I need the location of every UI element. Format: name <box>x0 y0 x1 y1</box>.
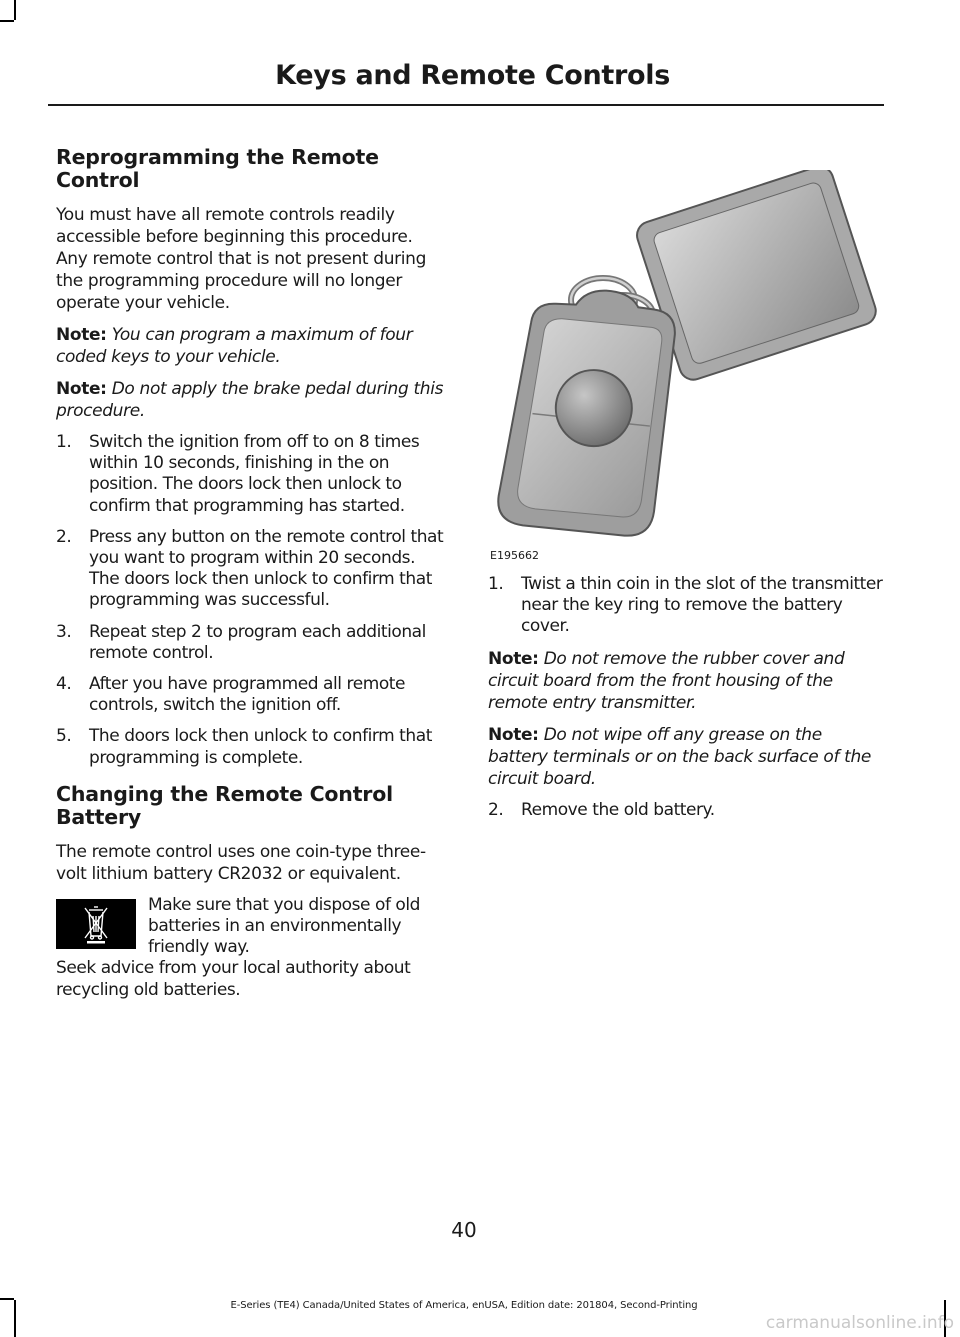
step-text: Remove the old battery. <box>521 799 715 820</box>
note-label: Note: <box>56 379 107 399</box>
step-item <box>56 432 448 517</box>
note <box>56 324 448 368</box>
step-number: 4. <box>56 674 72 695</box>
step-item <box>488 800 884 821</box>
recycle-notice <box>56 895 448 1001</box>
note <box>488 724 884 790</box>
note-label: Note: <box>488 648 539 669</box>
battery-intro: The remote control uses one coin-type three-volt lithium battery CR2032 or equivalent. <box>56 841 426 884</box>
note-text: You can program a maximum of four coded keys to your vehicle. <box>56 325 413 367</box>
figure-code: E195662 <box>490 549 539 562</box>
crop-mark <box>14 0 16 20</box>
reprogramming-intro: You must have all remote controls readily accessible before beginning this procedure. Any remote control that is not present during the programming procedure will no longer operate your vehicle. <box>56 205 427 313</box>
recycle-continuation: Seek advice from your local authority about recycling old batteries. <box>56 958 411 1000</box>
step-item <box>56 726 448 768</box>
recycle-text: Make sure that you dispose of old batteries in an environmentally friendly way. <box>148 894 421 958</box>
crossed-bin-icon <box>56 899 136 949</box>
note <box>488 648 884 714</box>
watermark: carmanualsonline.info <box>765 1313 954 1333</box>
note-text: Do not wipe off any grease on the battery terminals or on the back surface of the circuit board. <box>488 724 871 789</box>
step-number: 5. <box>56 726 72 747</box>
step-number: 2. <box>488 799 504 820</box>
step-item <box>56 527 448 612</box>
section-heading-battery: Changing the Remote Control Battery <box>56 781 393 829</box>
footer-edition-info: E-Series (TE4) Canada/United States of America, enUSA, Edition date: 201804, Second-Printing <box>230 1300 698 1311</box>
step-text: The doors lock then unlock to confirm that programming is complete. <box>89 726 432 768</box>
page-title: Keys and Remote Controls <box>275 60 670 91</box>
step-text: Press any button on the remote control that you want to program within 20 seconds. The doors lock then unlock to confirm that programming was successful. <box>89 526 444 611</box>
note-text: Do not remove the rubber cover and circuit board from the front housing of the remote entry transmitter. <box>488 648 845 713</box>
step-item <box>56 674 448 716</box>
step-item <box>488 574 884 638</box>
battery-steps-continued <box>488 800 884 821</box>
step-number: 1. <box>56 432 72 452</box>
battery-steps <box>488 574 884 638</box>
step-text: Repeat step 2 to program each additional remote control. <box>89 621 426 663</box>
section-heading-reprogramming: Reprogramming the Remote Control <box>56 145 379 192</box>
remote-transmitter-illustration <box>488 170 884 562</box>
page-number: 40 <box>451 1218 477 1242</box>
step-text: Twist a thin coin in the slot of the transmitter near the key ring to remove the battery cover. <box>521 574 883 637</box>
header-divider <box>48 104 884 106</box>
step-number: 3. <box>56 621 72 642</box>
step-text: After you have programmed all remote controls, switch the ignition off. <box>89 674 405 716</box>
note-text: Do not apply the brake pedal during this procedure. <box>56 379 444 421</box>
left-column <box>56 146 448 1001</box>
step-text: Switch the ignition from off to on 8 times within 10 seconds, finishing in the on position. The doors lock then unlock to confirm that programming has started. <box>89 432 420 516</box>
key-fob-drawing <box>488 170 884 540</box>
crop-mark <box>0 20 14 22</box>
step-item <box>56 622 448 664</box>
note <box>56 378 448 422</box>
step-number: 2. <box>56 526 72 547</box>
note-label: Note: <box>488 724 539 745</box>
note-label: Note: <box>56 325 107 345</box>
reprogramming-steps <box>56 432 448 769</box>
step-number: 1. <box>488 574 504 594</box>
right-column <box>488 170 884 831</box>
